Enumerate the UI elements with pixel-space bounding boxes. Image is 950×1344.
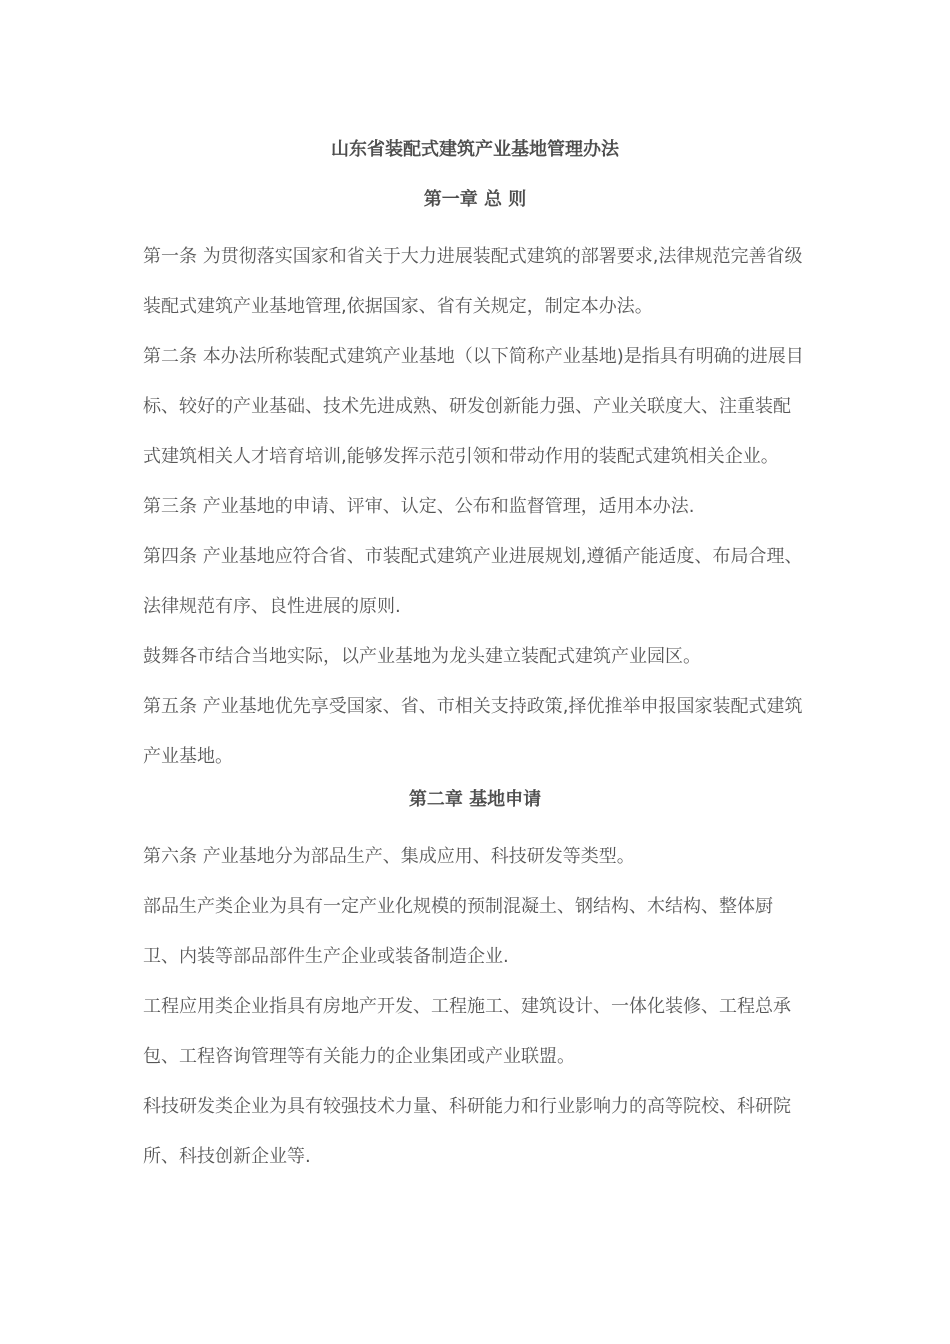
document-page [143, 132, 807, 1182]
article-5: 第五条 产业基地优先享受国家、省、市相关支持政策,择优推举申报国家装配式建筑产业基地。 [143, 696, 803, 767]
chapter-2-title: 第二章 基地申请 [408, 789, 542, 810]
article-4-note: 鼓舞各市结合当地实际，以产业基地为龙头建立装配式建筑产业园区。 [143, 646, 701, 667]
document-title: 山东省装配式建筑产业基地管理办法 [331, 139, 619, 160]
article-3: 第三条 产业基地的申请、评审、认定、公布和监督管理，适用本办法. [143, 496, 695, 517]
article-1: 第一条 为贯彻落实国家和省关于大力进展装配式建筑的部署要求,法律规范完善省级装配式建筑产业基地管理,依据国家、省有关规定，制定本办法。 [143, 246, 803, 317]
engineering-application-definition: 工程应用类企业指具有房地产开发、工程施工、建筑设计、一体化装修、工程总承包、工程咨询管理等有关能力的企业集团或产业联盟。 [143, 996, 791, 1067]
parts-production-definition: 部品生产类企业为具有一定产业化规模的预制混凝土、钢结构、木结构、整体厨卫、内装等部品部件生产企业或装备制造企业. [143, 896, 773, 967]
article-4: 第四条 产业基地应符合省、市装配式建筑产业进展规划,遵循产能适度、布局合理、法律规范有序、良性进展的原则. [143, 546, 803, 617]
tech-research-definition: 科技研发类企业为具有较强技术力量、科研能力和行业影响力的高等院校、科研院所、科技创新企业等. [143, 1096, 791, 1167]
chapter-1-body [143, 232, 807, 782]
article-6: 第六条 产业基地分为部品生产、集成应用、科技研发等类型。 [143, 846, 635, 867]
article-2: 第二条 本办法所称装配式建筑产业基地（以下简称产业基地)是指具有明确的进展目标、较好的产业基础、技术先进成熟、研发创新能力强、产业关联度大、注重装配式建筑相关人才培育培训,能够发挥示范引领和带动作用的装配式建筑相关企业。 [143, 346, 804, 467]
chapter-1-title: 第一章 总 则 [423, 189, 527, 210]
chapter-2-body [143, 832, 807, 1182]
